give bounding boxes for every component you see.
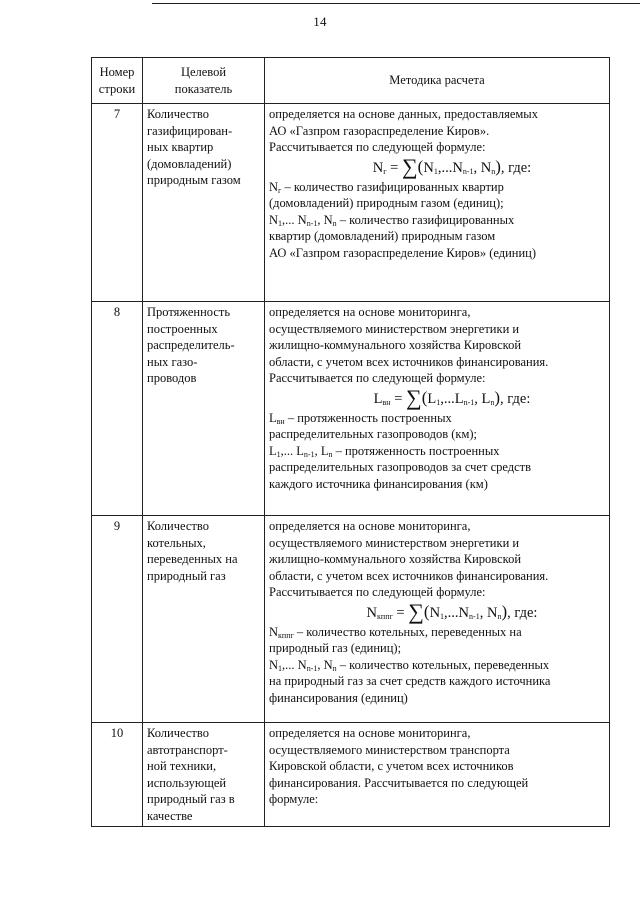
method-line: $L_1$,... $L_{n-1}$, $L_n$ – протяженность построенных — [269, 443, 500, 459]
indicator-line: Количество — [147, 519, 209, 533]
header-num-line: строки — [98, 81, 136, 96]
method-line: осуществляемого министерством энергетики и — [269, 535, 520, 550]
indicator-line: переведенных на — [147, 552, 238, 566]
indicator-line: Количество — [147, 726, 209, 740]
method-cell — [265, 104, 610, 302]
method-line: Кировской области, с учетом всех источников — [269, 759, 514, 773]
formula: $L_{вн} = \sum(L_1,...L_{n-1}$, $L_n$), где: — [373, 384, 531, 410]
header-method: Методика расчета — [265, 58, 610, 104]
indicator-line: распределитель- — [147, 338, 235, 352]
method-line: АО «Газпром газораспределение Киров» (единиц) — [269, 245, 537, 260]
table-row — [92, 302, 610, 516]
row-number: 8 — [92, 302, 143, 516]
table-row — [92, 104, 610, 302]
method-cell — [265, 516, 610, 723]
top-rule — [152, 3, 640, 4]
indicator-cell — [143, 104, 265, 302]
method-line: (домовладений) природным газом (единиц); — [269, 196, 504, 210]
indicator-line: ной техники, — [147, 759, 217, 773]
method-line: финансирования (единиц) — [269, 690, 408, 705]
method-line: определяется на основе мониторинга, — [269, 519, 471, 533]
method-cell — [265, 302, 610, 516]
sigma-symbol: ∑ — [406, 384, 422, 410]
method-line: на природный газ за счет средств каждого источника — [269, 674, 551, 688]
method-line: природный газ (единиц); — [269, 641, 402, 655]
indicator-line: Количество — [147, 107, 209, 121]
method-cell — [265, 723, 610, 827]
method-line: области, с учетом всех источников финансирования. — [269, 354, 549, 369]
table-row — [92, 723, 610, 827]
indicator-cell — [143, 723, 265, 827]
indicator-line: ных квартир — [147, 140, 214, 154]
method-line: квартир (домовладений) природным газом — [269, 229, 496, 243]
indicator-line: природный газ в — [147, 792, 235, 806]
method-line: финансирования. Рассчитывается по следующей — [269, 775, 529, 790]
formula: $N_{кппг} = \sum(N_1,...N_{n-1}$, $N_n$), где: — [366, 598, 538, 624]
method-line: осуществляемого министерством энергетики и — [269, 321, 520, 336]
header-indicator-line: Целевой — [180, 65, 227, 79]
method-line: жилищно-коммунального хозяйства Кировской — [269, 552, 522, 566]
indicator-line: Протяженность — [147, 305, 231, 319]
method-line: определяется на основе мониторинга, — [269, 726, 471, 740]
indicator-line: газифицирован- — [147, 123, 233, 138]
indicator-line: природный газ — [147, 568, 226, 583]
method-line: Рассчитывается по следующей формуле: — [269, 371, 486, 385]
table-header-row — [92, 58, 610, 104]
method-line: распределительных газопроводов за счет средств — [269, 460, 532, 474]
header-indicator — [143, 58, 265, 104]
indicator-cell — [143, 516, 265, 723]
row-number: 7 — [92, 104, 143, 302]
method-line: области, с учетом всех источников финансирования. — [269, 568, 549, 583]
header-num-line: Номер — [99, 65, 135, 79]
indicator-line: ных газо- — [147, 354, 198, 369]
method-line: АО «Газпром газораспределение Киров». — [269, 123, 490, 138]
method-line: Рассчитывается по следующей формуле: — [269, 140, 486, 154]
method-line: $N_г$ – количество газифицированных квартир — [269, 179, 504, 195]
method-line: $L_{вн}$ – протяженность построенных — [269, 410, 452, 426]
indicator-line: природным газом — [147, 173, 241, 187]
method-line: распределительных газопроводов (км); — [269, 427, 478, 441]
method-line: каждого источника финансирования (км) — [269, 476, 488, 491]
formula: $N_г = \sum(N_1,...N_{n-1}$, $N_n$), где: — [372, 153, 532, 179]
method-line: определяется на основе данных, предоставляемых — [269, 107, 538, 121]
indicator-line: (домовладений) — [147, 156, 232, 171]
indicator-line: построенных — [147, 321, 218, 336]
method-line: $N_1$,... $N_{n-1}$, $N_n$ – количество котельных, переведенных — [269, 657, 550, 673]
indicator-line: проводов — [147, 371, 197, 385]
method-line: Рассчитывается по следующей формуле: — [269, 585, 486, 599]
indicators-table — [91, 57, 610, 827]
method-line: $N_{кппг}$ – количество котельных, переведенных на — [269, 624, 522, 640]
method-line: жилищно-коммунального хозяйства Кировской — [269, 338, 522, 352]
indicator-line: автотранспорт- — [147, 742, 228, 757]
indicator-line: котельных, — [147, 535, 206, 550]
indicator-cell — [143, 302, 265, 516]
page-number: 14 — [313, 14, 327, 29]
method-line: формуле: — [269, 792, 319, 806]
header-row-number — [92, 58, 143, 104]
method-line: определяется на основе мониторинга, — [269, 305, 471, 319]
method-line: $N_1$,... $N_{n-1}$, $N_n$ – количество газифицированных — [269, 212, 515, 228]
table-row — [92, 516, 610, 723]
sigma-symbol: ∑ — [401, 153, 418, 179]
sigma-symbol: ∑ — [408, 598, 424, 624]
indicator-line: использующей — [147, 775, 227, 790]
header-indicator-line: показатель — [174, 81, 233, 96]
method-line: осуществляемого министерством транспорта — [269, 742, 510, 757]
row-number: 10 — [92, 723, 143, 827]
row-number: 9 — [92, 516, 143, 723]
indicator-line: качестве — [147, 808, 193, 823]
